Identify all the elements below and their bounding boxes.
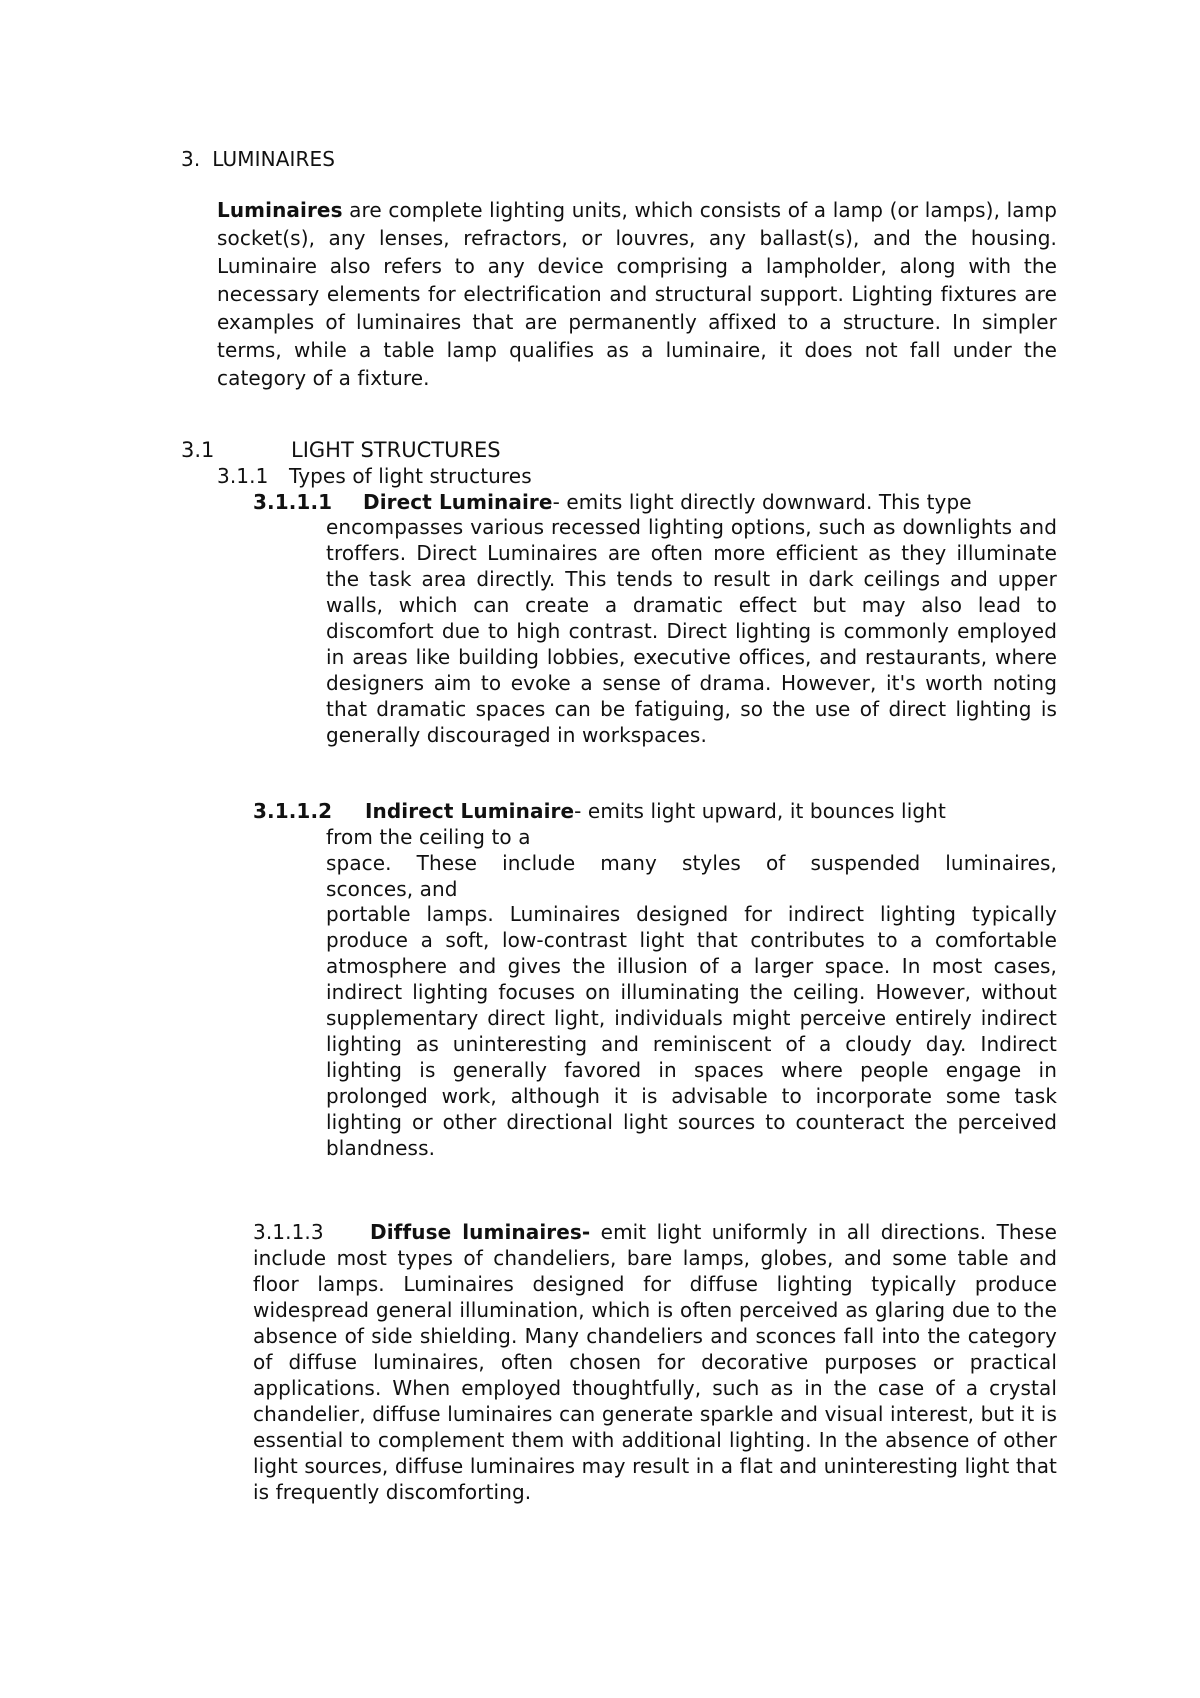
- intro-term: Luminaires: [217, 198, 343, 222]
- diffuse-term: Diffuse luminaires-: [370, 1220, 591, 1244]
- intro-paragraph: [217, 196, 1057, 392]
- diffuse-paragraph: [253, 1219, 1057, 1505]
- indirect-line-4: sconces, and: [326, 877, 458, 901]
- direct-first-line: - emits light directly downward. This type: [552, 490, 972, 514]
- indirect-line-3: [326, 849, 1057, 877]
- indirect-heading-line: [253, 797, 1057, 825]
- direct-text: encompasses various recessed lighting options, such as downlights and troffers. Direct Luminaires are often more efficient as they illuminate the task area directly. This tends to result in dark ceilings and upper walls, which can create a dramatic effect but may also lead to discomfort due to high contrast. Direct lighting is commonly employed in areas like building lobbies, executive offices, and restaurants, where designers aim to evoke a sense of drama. However, it's worth noting that dramatic spaces can be fatiguing, so the use of direct lighting is generally discouraged in workspaces.: [326, 515, 1057, 747]
- diffuse-number: 3.1.1.3: [253, 1220, 324, 1244]
- indirect-first-line: - emits light upward, it bounces light: [574, 799, 946, 823]
- subsection-number: 3.1: [181, 438, 215, 462]
- section-number: 3.: [181, 147, 201, 171]
- indirect-number: 3.1.1.2: [253, 799, 333, 823]
- section-title: LUMINAIRES: [212, 147, 336, 171]
- indirect-term: Indirect Luminaire: [365, 799, 575, 823]
- indirect-paragraph: [326, 901, 1057, 1161]
- direct-number: 3.1.1.1: [253, 490, 333, 514]
- direct-paragraph: [326, 514, 1057, 748]
- intro-text: are complete lighting units, which consists of a lamp (or lamps), lamp socket(s), any lenses, refractors, or louvres, any ballast(s), and the housing. Luminaire also refers to any device comprising a lampholder, along with the necessary elements for electrification and structural support. Lighting fixtures are examples of luminaires that are permanently affixed to a structure. In simpler terms, while a table lamp qualifies as a luminaire, it does not fall under the category of a fixture.: [217, 198, 1057, 390]
- indirect-text: portable lamps. Luminaires designed for indirect lighting typically produce a soft, low-contrast light that contributes to a comfortable atmosphere and gives the illusion of a larger space. In most cases, indirect lighting focuses on illuminating the ceiling. However, without supplementary direct light, individuals might perceive entirely indirect lighting as uninteresting and reminiscent of a cloudy day. Indirect lighting is generally favored in spaces where people engage in prolonged work, although it is advisable to incorporate some task lighting or other directional light sources to counteract the perceived blandness.: [326, 902, 1057, 1160]
- subsection-title: LIGHT STRUCTURES: [291, 438, 501, 462]
- diffuse-text: emit light uniformly in all directions. These include most types of chandeliers, bare lamps, globes, and some table and floor lamps. Luminaires designed for diffuse lighting typically produce widespread general illumination, which is often perceived as glaring due to the absence of side shielding. Many chandeliers and sconces fall into the category of diffuse luminaires, often chosen for decorative purposes or practical applications. When employed thoughtfully, such as in the case of a crystal chandelier, diffuse luminaires can generate sparkle and visual interest, but it is essential to complement them with additional lighting. In the absence of other light sources, diffuse luminaires may result in a flat and uninteresting light that is frequently discomforting.: [253, 1220, 1057, 1504]
- subsubsection-heading: [217, 462, 532, 490]
- subsubsection-number: 3.1.1: [217, 464, 269, 488]
- subsubsection-title: Types of light structures: [289, 464, 532, 488]
- section-heading: [181, 145, 335, 173]
- subsection-heading: [181, 436, 501, 464]
- direct-heading-line: [253, 488, 1057, 516]
- direct-term: Direct Luminaire: [363, 490, 553, 514]
- indirect-line-3-text: space. These include many styles of suspended luminaires,: [326, 851, 1057, 875]
- indirect-line-2: from the ceiling to a: [326, 825, 531, 849]
